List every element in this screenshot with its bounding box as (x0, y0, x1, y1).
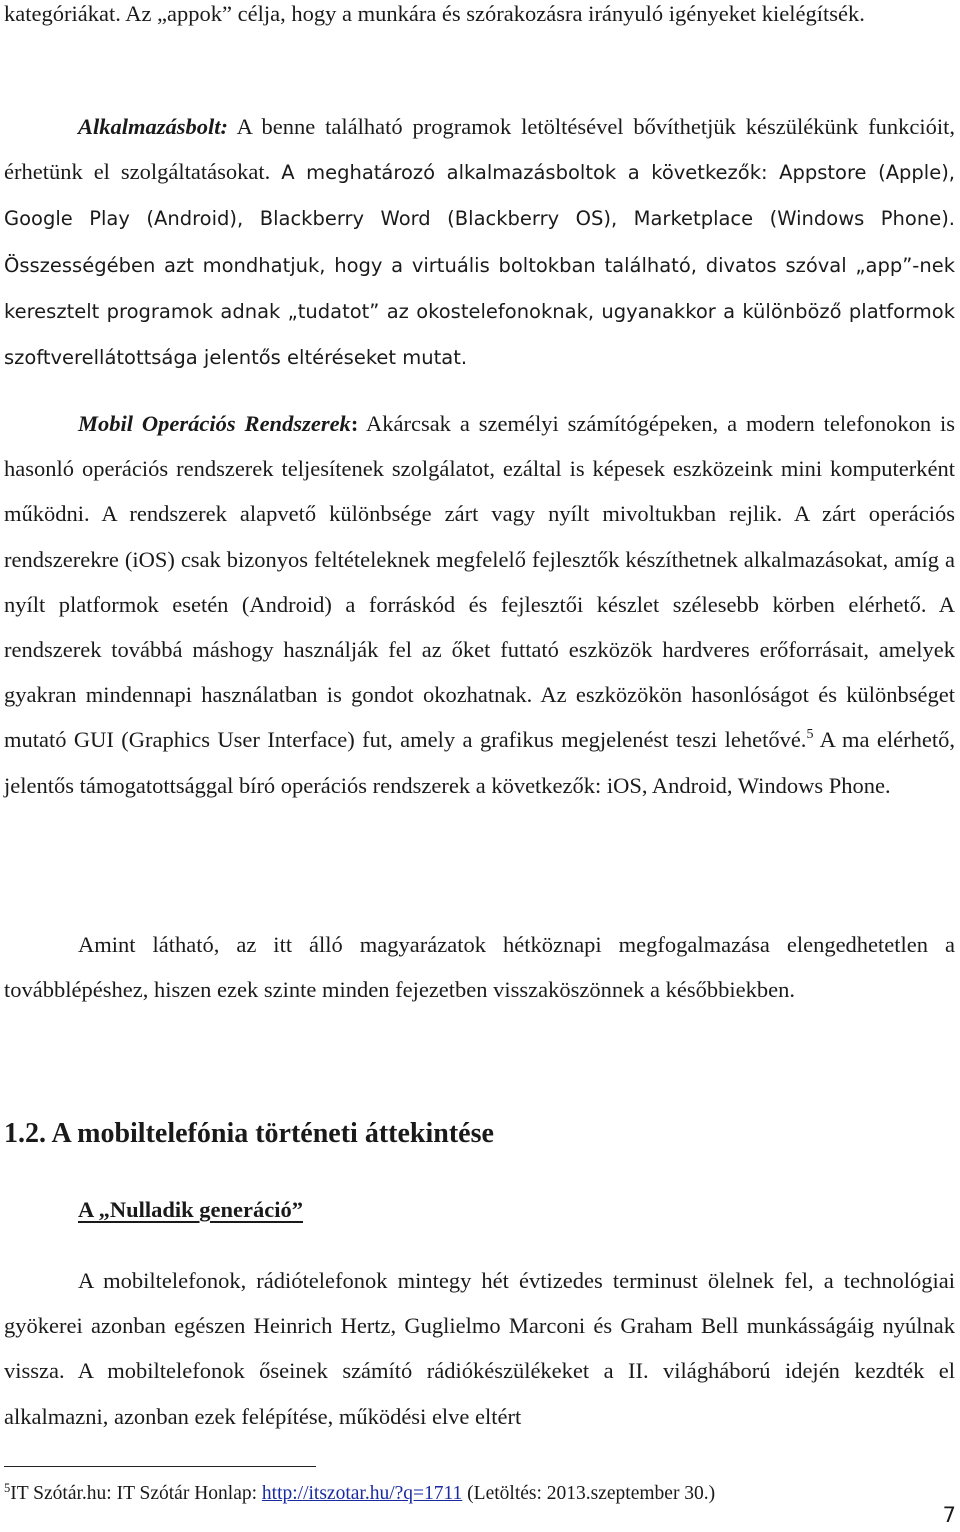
footnote-text-after: (Letöltés: 2013.szeptember 30.) (462, 1483, 716, 1504)
paragraph-text: kategóriákat. Az „appok” célja, hogy a munkára és szórakozásra irányuló igényeket kielégítsék. (4, 1, 865, 26)
footnote-number: 5 (4, 1481, 11, 1495)
paragraph-app-store (4, 104, 955, 380)
paragraph-text-sans: A meghatározó alkalmazásboltok a következők: Appstore (Apple), Google Play (Android), Blackberry Word (Blackberry OS), Marketplace (Windows Phone). Összességében azt mondhatjuk, hogy a virtuális boltokban található, divatos szóval „app”-nek keresztelt programok adnak „tudatot” az okostelefonoknak, ugyanakkor a különböző platformok szoftverellátottsága jelentős eltéréseket mutat. (4, 161, 956, 370)
paragraph-summary (4, 922, 955, 1012)
paragraph-text: A benne található programok letöltésével bővíthetjük készülékünk funkcióit, érhetünk el szolgáltatásokat. (4, 114, 955, 185)
footnote-separator (4, 1466, 316, 1467)
paragraph-history (4, 1258, 955, 1439)
footnote-link[interactable]: http://itszotar.hu/?q=1711 (261, 1483, 463, 1504)
paragraph-intro-end (4, 0, 955, 36)
paragraph-text: A mobiltelefonok, rádiótelefonok mintegy hét évtizedes terminust ölelnek fel, a technológiai gyökerei azonban egészen Heinrich Hertz, Guglielmo Marconi és Graham Bell munkásságáig nyúlnak vissza. A mobiltelefonok őseinek számító rádiókészülékeket a II. világháború idején kezdték el alkalmazni, azonban ezek felépítése, működési elve eltért (4, 1268, 955, 1429)
paragraph-mobile-os (4, 401, 955, 808)
section-heading: 1.2. A mobiltelefónia történeti áttekintése (4, 1118, 494, 1149)
term-app-store: Alkalmazásbolt: (78, 114, 229, 139)
paragraph-text: Akárcsak a személyi számítógépeken, a modern telefonokon is hasonló operációs rendszerek teljesítenek szolgálatot, ezáltal is képesek eszközeink mini komputerként működni. A rendszerek alapvető különbsége zárt vagy nyílt mivoltukban rejlik. A zárt operációs rendszerekre (iOS) csak bizonyos feltételeknek megfelelő fejlesztők készíthetnek alkalmazásokat, amíg a nyílt platformok esetén (Android) a forráskód és fejlesztői készlet szélesebb körben elérhető. A rendszerek továbbá máshogy használják fel az őket futtató eszközök hardveres erőforrásait, amelyek gyakran mindennapi használatban is gondot okozhatnak. Az eszközökön hasonlóságot és különbséget mutató GUI (Graphics User Interface) fut, amely a grafikus megjelenést teszi lehetővé. (4, 411, 955, 753)
paragraph-text-after: A ma elérhető, jelentős támogatottsággal bíró operációs rendszerek a következők: iOS, Android, Windows Phone. (4, 727, 955, 798)
subsection-heading: A „Nulladik generáció” (78, 1197, 304, 1222)
footnote-reference[interactable]: 5 (806, 727, 814, 743)
page-number: 7 (942, 1503, 956, 1527)
term-mobile-os: Mobil Operációs Rendszerek (78, 411, 351, 436)
paragraph-text: Amint látható, az itt álló magyarázatok hétköznapi megfogalmazása elengedhetetlen a továbblépéshez, hiszen ezek szinte minden fejezetben visszaköszönnek a későbbiekben. (4, 932, 955, 1003)
term-colon: : (350, 411, 359, 436)
footnote-text: IT Szótár.hu: IT Szótár Honlap: (10, 1483, 262, 1504)
footnote (4, 1478, 715, 1510)
